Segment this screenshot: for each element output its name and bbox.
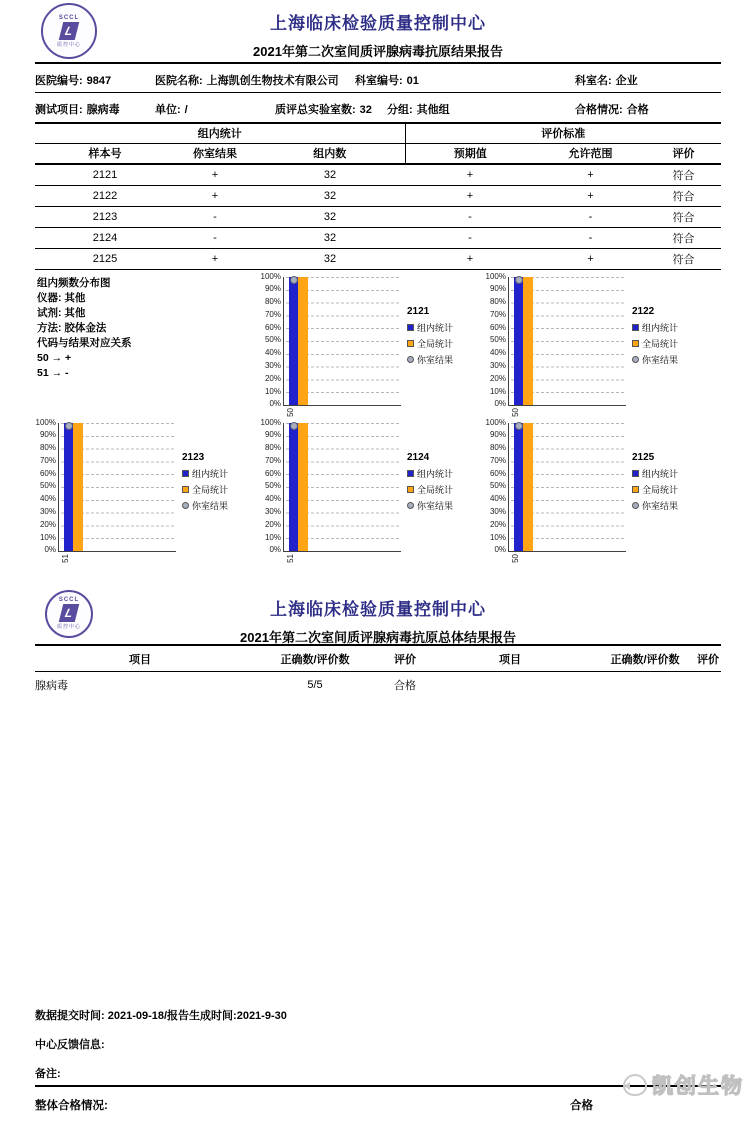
chart-2121 [257, 271, 479, 420]
overall-status-row [35, 1097, 721, 1113]
chart-legend: 2124 组内统计 全局统计 你室结果 [407, 451, 454, 511]
bar-group-stat [289, 277, 298, 405]
legend-swatch-dot [182, 502, 189, 509]
your-result-marker [515, 276, 523, 284]
submit-time-line: 数据提交时间: 2021-09-18/报告生成时间:2021-9-30 [35, 1010, 287, 1022]
chart-y-axis: 100% 90% 80% 70% 60% 50% 40% 30% 20% 10% 0% [260, 417, 281, 555]
bar-global-stat [298, 423, 308, 551]
bar-group-stat [289, 423, 298, 551]
sccl-logo-icon [45, 590, 93, 638]
legend-swatch-orange [632, 486, 639, 493]
chart-2122 [482, 271, 704, 420]
chart-legend: 2123 组内统计 全局统计 你室结果 [182, 451, 229, 511]
charts-section [35, 270, 721, 572]
chart-plot [283, 423, 401, 563]
report-footer [35, 998, 721, 1113]
legend-swatch-dot [632, 502, 639, 509]
chick-logo-icon [623, 1074, 647, 1096]
legend-swatch-orange [182, 486, 189, 493]
watermark-text: 凯创生物 [652, 1075, 744, 1098]
center-feedback-label: 中心反馈信息: [35, 1039, 105, 1051]
chart-x-tick: 51 [286, 553, 295, 563]
overall-report-header [35, 586, 721, 644]
bar-global-stat [523, 423, 533, 551]
chart-y-axis: 100% 90% 80% 70% 60% 50% 40% 30% 20% 10% 0% [260, 271, 281, 409]
overall-table [35, 648, 721, 698]
table-group-header [35, 123, 721, 143]
chart-plot [508, 423, 626, 563]
pass-status-field: 合格情况: 合格 [575, 104, 649, 116]
info-row-1 [35, 64, 721, 93]
unit-field: 单位: / [155, 104, 188, 116]
your-result-marker [515, 422, 523, 430]
chart-y-axis: 100% 90% 80% 70% 60% 50% 40% 30% 20% 10% 0% [35, 417, 56, 555]
bar-group-stat [514, 423, 523, 551]
group-field: 分组: 其他组 [387, 104, 450, 116]
legend-swatch-blue [182, 470, 189, 477]
org-title: 上海临床检验质量控制中心 [270, 14, 486, 33]
dept-name-field: 科室名: 企业 [575, 75, 638, 87]
group-header-criteria: 评价标准 [405, 123, 721, 143]
chart-y-axis: 100% 90% 80% 70% 60% 50% 40% 30% 20% 10% 0% [485, 271, 506, 409]
legend-swatch-blue [632, 470, 639, 477]
chart-legend: 2125 组内统计 全局统计 你室结果 [632, 451, 679, 511]
overall-header-row: 项目 正确数/评价数 评价 项目 正确数/评价数 评价 [35, 648, 721, 672]
divider [35, 1085, 721, 1087]
table-row: 2123 - 32 - - 符合 [35, 206, 721, 227]
chart-legend: 2121 组内统计 全局统计 你室结果 [407, 305, 454, 365]
chart-x-tick: 50 [286, 407, 295, 417]
chart-x-tick: 50 [511, 407, 520, 417]
bar-global-stat [523, 277, 533, 405]
your-result-marker [65, 422, 73, 430]
legend-swatch-blue [632, 324, 639, 331]
report-content [35, 0, 721, 698]
sccl-logo-icon [41, 3, 97, 59]
note-label: 备注: [35, 1068, 61, 1080]
table-row: 2124 - 32 - - 符合 [35, 227, 721, 248]
info-row-2 [35, 93, 721, 122]
logo-foot-text: 质控中心 [56, 624, 81, 630]
logo-glyph: L [59, 604, 79, 622]
legend-swatch-dot [407, 356, 414, 363]
logo-arc-text: SCCL [58, 597, 80, 603]
chart-plot [508, 277, 626, 417]
your-result-marker [290, 276, 298, 284]
logo-foot-text: 质控中心 [56, 41, 81, 48]
report-title: 2021年第二次室间质评腺病毒抗原结果报告 [253, 44, 503, 59]
table-row: 2125 + 32 + + 符合 [35, 248, 721, 269]
hospital-no-field: 医院编号: 9847 [35, 75, 112, 87]
group-header-intra: 组内统计 [35, 123, 405, 143]
chart-legend: 2122 组内统计 全局统计 你室结果 [632, 305, 679, 365]
overall-report-title: 2021年第二次室间质评腺病毒抗原总体结果报告 [240, 629, 516, 645]
legend-swatch-dot [407, 502, 414, 509]
bar-group-stat [514, 277, 523, 405]
legend-swatch-blue [407, 470, 414, 477]
legend-swatch-dot [632, 356, 639, 363]
chart-plot [58, 423, 176, 563]
logo-glyph: L [59, 22, 79, 40]
company-watermark [623, 1070, 744, 1100]
legend-swatch-orange [407, 340, 414, 347]
report-header [35, 0, 721, 62]
test-item-field: 测试项目: 腺病毒 [35, 104, 120, 116]
chart-x-tick: 50 [511, 553, 520, 563]
org-title: 上海临床检验质量控制中心 [270, 599, 486, 619]
overall-status-label: 整体合格情况: [35, 1100, 108, 1112]
chart-2124 [257, 417, 479, 566]
table-row: 2122 + 32 + + 符合 [35, 185, 721, 206]
legend-swatch-orange [407, 486, 414, 493]
bar-group-stat [64, 423, 73, 551]
your-result-marker [290, 422, 298, 430]
distribution-info: 组内频数分布图 仪器: 其他 试剂: 其他 方法: 胶体金法 代码与结果对应关系 50 → + 51 → - [37, 276, 252, 381]
overall-status-value: 合格 [570, 1100, 593, 1112]
chart-2123 [32, 417, 254, 566]
chart-y-axis: 100% 90% 80% 70% 60% 50% 40% 30% 20% 10% 0% [485, 417, 506, 555]
distribution-title: 组内频数分布图 [37, 276, 111, 289]
chart-plot [283, 277, 401, 417]
legend-swatch-orange [632, 340, 639, 347]
lab-count-field: 质评总实验室数: 32 [275, 104, 372, 116]
legend-swatch-blue [407, 324, 414, 331]
table-row: 2121 + 32 + + 符合 [35, 164, 721, 185]
chart-x-tick: 51 [61, 553, 70, 563]
bar-global-stat [298, 277, 308, 405]
result-table [35, 122, 721, 270]
table-column-header: 样本号 你室结果 组内数 预期值 允许范围 评价 [35, 143, 721, 164]
chart-2125 [482, 417, 704, 566]
hospital-name-field: 医院名称: 上海凯创生物技术有限公司 [155, 75, 339, 87]
overall-data-row: 腺病毒 5/5 合格 [35, 678, 416, 692]
logo-arc-text: SCCL [58, 14, 80, 21]
dept-no-field: 科室编号: 01 [355, 75, 419, 87]
bar-global-stat [73, 423, 83, 551]
